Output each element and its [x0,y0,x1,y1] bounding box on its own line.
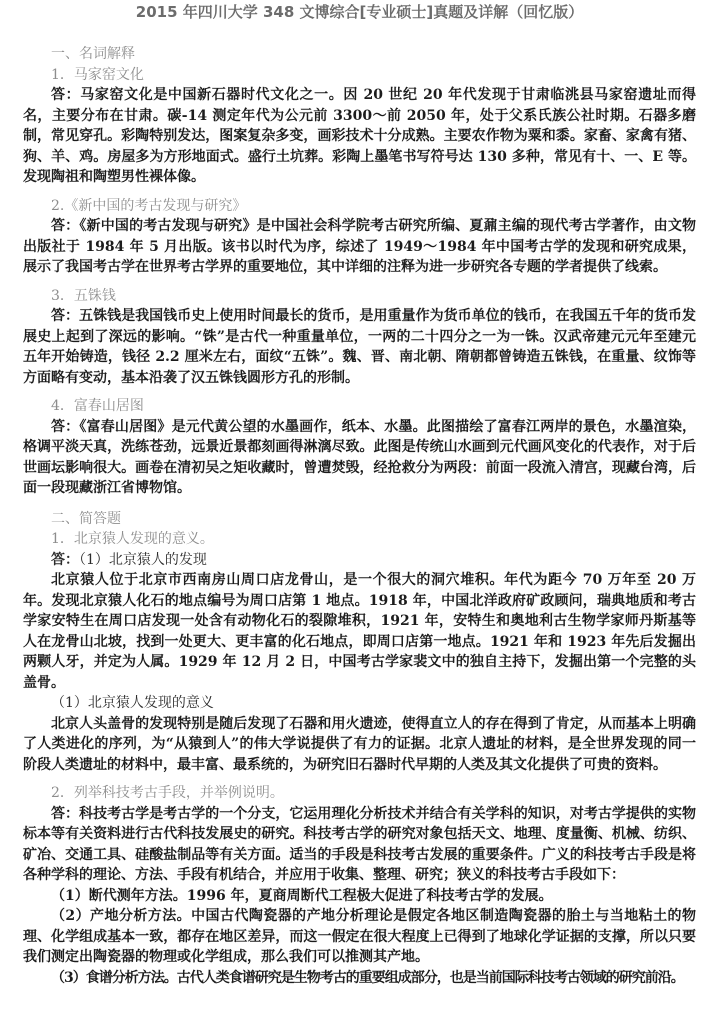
method-paragraph: （2）产地分析方法。中国古代陶瓷器的产地分析理论是假定各地区制造陶瓷器的胎土与当地粘土的物理、化学组成基本一致，都存在地区差异，而这一假定在很大程度上已得到了地球化学证据的支撑，所以只要我们测定出陶瓷器的物理或化学组成，那么我们可以推测其产地。 [23,908,696,965]
answer-label: 答： [51,551,79,568]
answer-paragraph: 答：《新中国的考古发现与研究》是中国社会科学院考古研究所编、夏鼐主编的现代考古学著作，由文物出版社于 1984 年 5 月出版。该书以时代为序，综述了 1949～1984 年中国考古学的发现和研究成果，展示了我国考古学在世界考古学界的重要地位，其中详细的注释为进一步研究各专题的学者提供了线索。 [23,218,696,275]
section-heading: 一、名词解释 [51,46,135,62]
qa-block-majiayao [23,65,696,188]
method-paragraph: （1）断代测年方法。1996 年，夏商周断代工程极大促进了科技考古学的发展。 [51,887,553,904]
method-paragraph: （3）食谱分析方法。古代人类食谱研究是生物考古的重要组成部分，也是当前国际科技考古领域的研究前沿。 [51,969,684,986]
answer-sub-heading [23,550,696,571]
document-title: 2015 年四川大学 348 文博综合[专业硕士]真题及详解（回忆版） [135,3,584,21]
section-heading: 二、简答题 [51,510,121,527]
qa-block-new-china-archaeology-book [23,196,696,278]
question-title: 3．五铢钱 [51,287,116,304]
qa-block-peking-man [23,529,696,775]
question-title: 2．列举科技考古手段，并举例说明。 [51,785,284,801]
section-short-answer [23,509,696,989]
question-title: 1．马家窑文化 [51,66,144,83]
sub-heading-text: （1）北京猿人的发现 [79,551,207,568]
question-title: 1．北京猿人发现的意义。 [51,531,214,547]
answer-paragraph: 答：科技考古学是考古学的一个分支，它运用理化分析技术并结合有关学科的知识，对考古学提供的实物标本等有关资料进行古代科技发展史的研究。科技考古学的研究对象包括天文、地理、度量衡、机械、纺织、矿冶、交通工具、硅酸盐制品等有关方面。适当的手段是科技考古发展的重要条件。广义的科技考古手段是将各种学科的理论、方法、手段有机结合，并应用于收集、整理、研究；狭义的科技考古手段如下： [23,805,696,883]
question-title: 4．富春山居图 [51,398,144,414]
qa-block-scientific-archaeology [23,783,696,988]
qa-block-wuzhu-coin [23,286,696,389]
answer-sub-heading: （1）北京猿人发现的意义 [51,695,214,711]
answer-paragraph: 北京猿人位于北京市西南房山周口店龙骨山，是一个很大的洞穴堆积。年代为距今 70 万年至 20 万年。发现北京猿人化石的地点编号为周口店第 1 地点。1918 年，中国北洋政府矿政顾问，瑞典地质和考古学家安特生在周口店发现一处含有动物化石的裂隙堆积，1921 年，安特生和奥地利古生物学家师丹斯基等人在龙骨山北坡，找到一处更大、更丰富的化石地点，即周口店第一地点。1921 年和 1923 年先后发掘出两颗人牙，并定为人属。1929 年 12 月 2 日，中国考古学家裴文中的独自主持下，发掘出第一个完整的头盖骨。 [23,572,696,691]
answer-paragraph: 答：《富春山居图》是元代黄公望的水墨画作，纸本、水墨。此图描绘了富春江两岸的景色，水墨渲染，格调平淡天真，洗练苍劲，远景近景都刻画得淋漓尽致。此图是传统山水画到元代画风变化的代表作，对于后世画坛影响很大。画卷在清初吴之矩收藏时，曾遭焚毁，经抢救分为两段：前面一段流入清宫，现藏台湾，后面一段现藏浙江省博物馆。 [23,418,696,496]
answer-paragraph: 答：五铢钱是我国钱币史上使用时间最长的货币，是用重量作为货币单位的钱币，在我国五千年的货币发展史上起到了深远的影响。“铢”是古代一种重量单位，一两的二十四分之一为一铢。汉武帝建元元年至建元五年开始铸造，钱径 2.2 厘米左右，面纹“五铢”。魏、晋、南北朝、隋朝都曾铸造五铢钱，在重量、纹饰等方面略有变动，基本沿袭了汉五铢钱圆形方孔的形制。 [23,308,696,386]
answer-paragraph: 北京人头盖骨的发现特别是随后发现了石器和用火遗迹，使得直立人的存在得到了肯定，从而基本上明确了人类进化的序列，为“从猿到人”的伟大学说提供了有力的证据。北京人遗址的材料，是全世界发现的同一阶段人类遗址的材料中，最丰富、最系统的，为研究旧石器时代早期的人类及其文化提供了可贵的资料。 [23,715,696,773]
qa-block-fuchun-mountain-painting [23,396,696,499]
question-title: 2.《新中国的考古发现与研究》 [51,197,247,214]
section-noun-explanations [23,44,696,499]
answer-paragraph: 答：马家窑文化是中国新石器时代文化之一。因 20 世纪 20 年代发现于甘肃临洮县马家窑遗址而得名，主要分布在甘肃。碳-14 测定年代为公元前 3300～前 2050 年，处于父系氏族公社时期。石器多磨制，常见穿孔。彩陶特别发达，图案复杂多变，画彩技术十分成熟。主要农作物为粟和黍。家畜、家禽有猪、狗、羊、鸡。房屋多为方形地面式。盛行土坑葬。彩陶上墨笔书写符号达 130 多种，常见有十、一、E 等。发现陶祖和陶塑男性裸体像。 [23,87,696,185]
